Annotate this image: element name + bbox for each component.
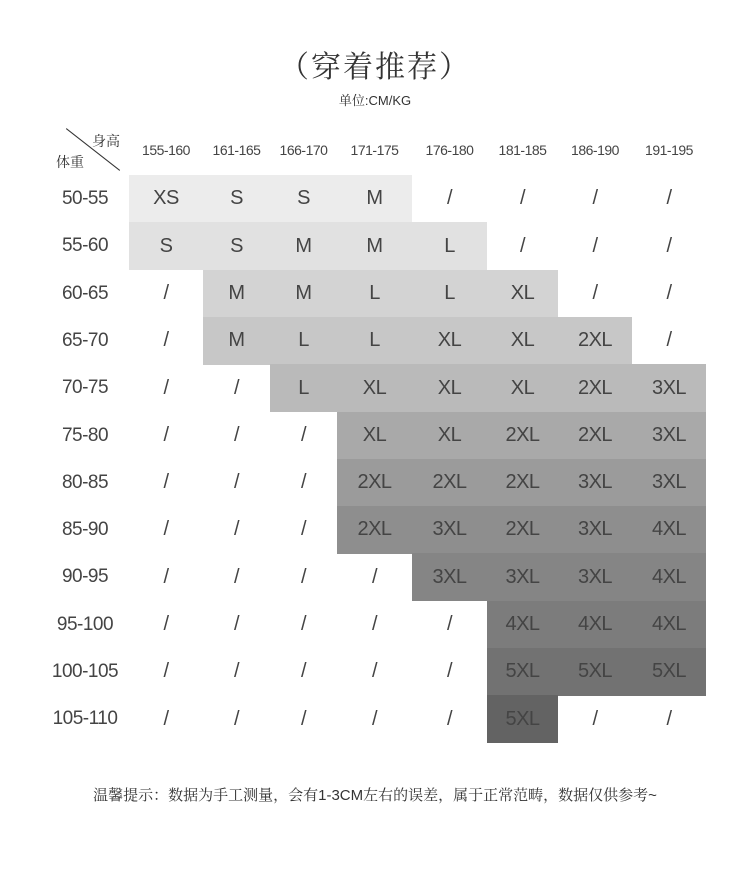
size-cell: /: [371, 565, 378, 588]
size-cell: /: [233, 518, 240, 541]
row-header-weight: 100-105: [51, 661, 119, 682]
size-cell: 2XL: [487, 459, 558, 507]
size-cell: 2XL: [558, 364, 632, 412]
size-cell: L: [270, 364, 337, 412]
row-header-weight: 70-75: [61, 377, 109, 399]
column-header-height: 166-170: [279, 142, 328, 158]
size-cell: /: [666, 281, 672, 304]
size-cell: 3XL: [558, 553, 632, 601]
column-header-height: 155-160: [142, 142, 190, 158]
size-cell: /: [592, 281, 598, 304]
size-cell: M: [270, 270, 337, 318]
size-cell: L: [337, 317, 412, 365]
size-cell: /: [163, 376, 169, 399]
page-title: （穿着推荐）: [279, 50, 471, 85]
size-cell: M: [203, 270, 270, 318]
size-cell: 2XL: [337, 459, 412, 507]
size-cell: /: [163, 471, 169, 494]
size-cell: 2XL: [487, 412, 558, 460]
size-cell: XL: [412, 364, 487, 412]
size-cell: XL: [487, 364, 558, 412]
size-cell: XL: [487, 317, 558, 365]
size-cell: /: [300, 707, 307, 730]
size-cell: XL: [412, 317, 487, 365]
size-cell: 3XL: [558, 459, 632, 507]
size-cell: 2XL: [412, 459, 487, 507]
size-cell: /: [163, 329, 169, 352]
unit-label: 单位:CM/KG: [338, 93, 412, 108]
row-header-weight: 85-90: [61, 519, 109, 541]
size-cell: /: [163, 707, 169, 730]
size-cell: XS: [129, 175, 203, 223]
size-cell: 2XL: [558, 317, 632, 365]
size-cell: 4XL: [632, 601, 706, 649]
size-cell: /: [233, 376, 240, 399]
size-cell: /: [592, 707, 598, 730]
size-cell: /: [300, 565, 307, 588]
height-axis-label: 身高: [92, 133, 120, 149]
size-cell: /: [446, 707, 453, 730]
size-cell: /: [163, 281, 169, 304]
size-cell: XL: [337, 412, 412, 460]
row-header-weight: 95-100: [56, 613, 114, 635]
size-cell: 3XL: [412, 506, 487, 554]
size-cell: 3XL: [632, 412, 706, 460]
size-cell: 3XL: [632, 364, 706, 412]
table-corner-header: [56, 128, 120, 172]
size-cell: XL: [412, 412, 487, 460]
size-cell: 4XL: [487, 601, 558, 649]
row-header-weight: 55-60: [61, 235, 109, 257]
size-cell: /: [300, 660, 307, 683]
size-cell: 4XL: [632, 553, 706, 601]
size-cell: /: [300, 518, 307, 541]
size-cell: XL: [487, 270, 558, 318]
row-header-weight: 105-110: [52, 708, 118, 730]
size-cell: /: [592, 187, 598, 210]
size-cell: /: [371, 707, 378, 730]
row-header-weight: 90-95: [61, 566, 109, 588]
size-cell: S: [270, 175, 337, 223]
size-cell: /: [371, 613, 378, 636]
size-cell: S: [203, 222, 270, 270]
size-cell: /: [300, 471, 307, 494]
column-header-height: 181-185: [498, 142, 547, 158]
size-cell: 2XL: [558, 412, 632, 460]
row-header-weight: 75-80: [61, 424, 109, 446]
size-cell: S: [129, 222, 203, 270]
size-cell: /: [666, 187, 672, 210]
size-cell: 3XL: [558, 506, 632, 554]
size-cell: /: [666, 329, 672, 352]
size-cell: L: [412, 222, 487, 270]
size-cell: /: [233, 471, 240, 494]
size-cell: M: [337, 175, 412, 223]
weight-axis-label: 体重: [56, 154, 84, 170]
size-cell: /: [666, 707, 672, 730]
size-cell: /: [163, 613, 169, 636]
size-cell: 5XL: [632, 648, 706, 696]
size-cell: 3XL: [487, 553, 558, 601]
size-cell: 5XL: [487, 695, 558, 743]
size-cell: /: [519, 187, 526, 210]
column-header-height: 171-175: [350, 142, 399, 158]
size-cell: /: [666, 234, 672, 257]
size-cell: /: [592, 234, 598, 257]
size-cell: 3XL: [412, 553, 487, 601]
size-cell: 4XL: [558, 601, 632, 649]
column-header-height: 176-180: [425, 142, 474, 158]
size-cell: /: [163, 565, 169, 588]
size-cell: 5XL: [558, 648, 632, 696]
row-header-weight: 80-85: [61, 471, 109, 493]
size-cell: M: [203, 317, 270, 365]
size-cell: L: [270, 317, 337, 365]
row-header-weight: 65-70: [61, 329, 109, 351]
size-cell: 2XL: [337, 506, 412, 554]
column-header-height: 191-195: [645, 142, 693, 158]
column-header-height: 186-190: [571, 142, 619, 158]
column-header-height: 161-165: [212, 142, 261, 158]
size-cell: 5XL: [487, 648, 558, 696]
size-cell: /: [233, 565, 240, 588]
size-cell: 3XL: [632, 459, 706, 507]
size-cell: XL: [337, 364, 412, 412]
measurement-note: 温馨提示：数据为手工测量，会有1-3CM左右的误差，属于正常范畴，数据仅供参考~: [93, 787, 657, 804]
size-cell: 2XL: [487, 506, 558, 554]
size-cell: L: [412, 270, 487, 318]
size-cell: M: [337, 222, 412, 270]
size-cell: /: [446, 613, 453, 636]
size-cell: /: [163, 423, 169, 446]
row-header-weight: 60-65: [61, 282, 109, 304]
size-cell: /: [300, 613, 307, 636]
size-cell: L: [337, 270, 412, 318]
size-cell: /: [233, 660, 240, 683]
size-cell: /: [371, 660, 378, 683]
size-cell: /: [446, 660, 453, 683]
size-cell: /: [233, 613, 240, 636]
size-cell: M: [270, 222, 337, 270]
size-cell: /: [300, 423, 307, 446]
size-cell: /: [163, 518, 169, 541]
size-cell: /: [519, 234, 526, 257]
size-cell: S: [203, 175, 270, 223]
size-cell: /: [233, 423, 240, 446]
size-cell: /: [233, 707, 240, 730]
row-header-weight: 50-55: [61, 188, 109, 209]
size-cell: 4XL: [632, 506, 706, 554]
size-cell: /: [163, 660, 169, 683]
size-cell: /: [446, 187, 453, 210]
